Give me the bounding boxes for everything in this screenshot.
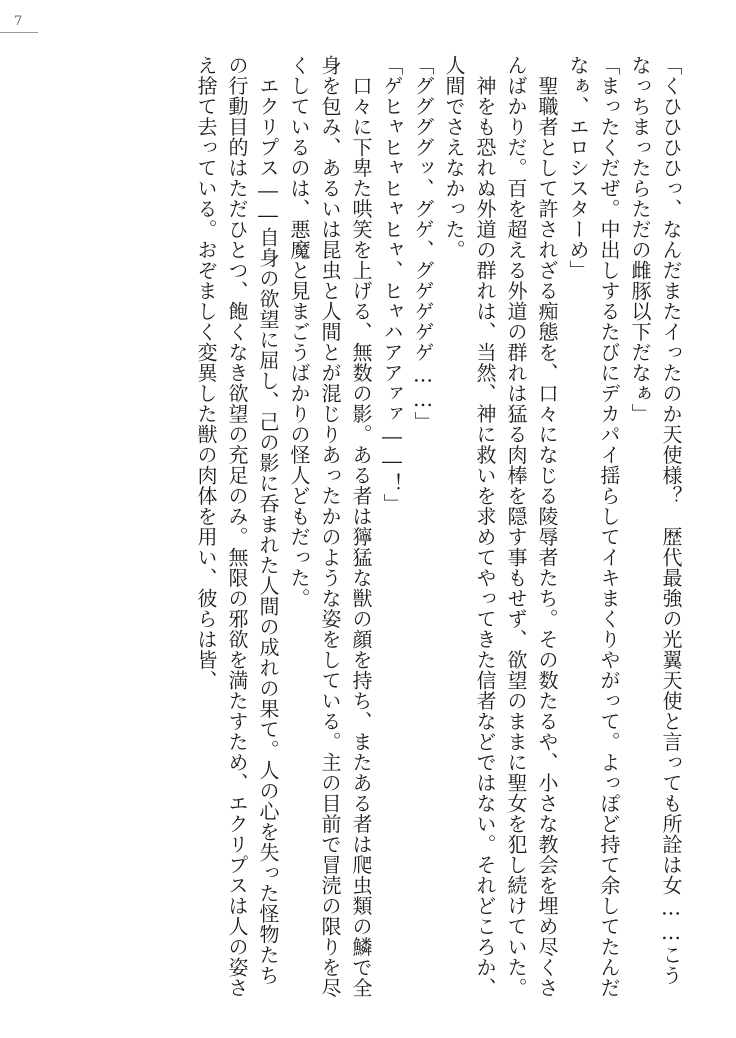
paragraph-5: 「ググググッ、グゲ、グゲゲゲゲ……」 bbox=[411, 55, 435, 432]
paragraph-8: エクリプス――自身の欲望に屈し、己の影に呑まれた人間の成れの果て。人の心を失った怪物たちの行動目的はただひとつ、飽くなき欲望の充足のみ。無限の邪欲を満たすため、エクリプスは人の姿さえ捨て去っている。おぞましく変異した獣の肉体を用い、彼らは皆、 bbox=[194, 55, 280, 998]
page-number: 7 bbox=[14, 14, 23, 29]
paragraph-3: 聖職者として許されざる痴態を、口々になじる陵辱者たち。その数たるや、小さな教会を埋め尽くさんばかりだ。百を超える外道の群れは猛る肉棒を隠す事もせず、欲望のままに聖女を犯し続けていた。 bbox=[504, 55, 559, 998]
paragraph-4: 神をも恐れぬ外道の群れは、当然、神に救いを求めてやってきた信者などではない。それどころか、人間でさえなかった。 bbox=[442, 55, 497, 998]
paragraph-2: 「まったくだぜ。中出しするたびにデカパイ揺らしてイキまくりやがって。よっぽど持て余してたんだなぁ、エロシスターめ」 bbox=[566, 55, 621, 998]
paragraph-6: 「ゲヒャヒャヒャヒャ、ヒャハアアァァ――！」 bbox=[380, 55, 404, 514]
paragraph-7: 口々に下卑た哄笑を上げる、無数の影。ある者は獰猛な獣の顔を持ち、またある者は爬虫類の鱗で全身を包み、あるいは昆虫と人間とが混じりあったかのような姿をしている。主の目前で冒涜の限りを尽くしているのは、悪魔と見まごうばかりの怪人どもだった。 bbox=[287, 55, 373, 998]
body-text bbox=[190, 55, 686, 1005]
paragraph-1: 「くひひひひっ、なんだまたイったのか天使様？ 歴代最強の光翼天使と言っても所詮は女……こうなっちまったらただの雌豚以下だなぁ」 bbox=[628, 55, 683, 986]
page-number-rule bbox=[0, 32, 38, 33]
